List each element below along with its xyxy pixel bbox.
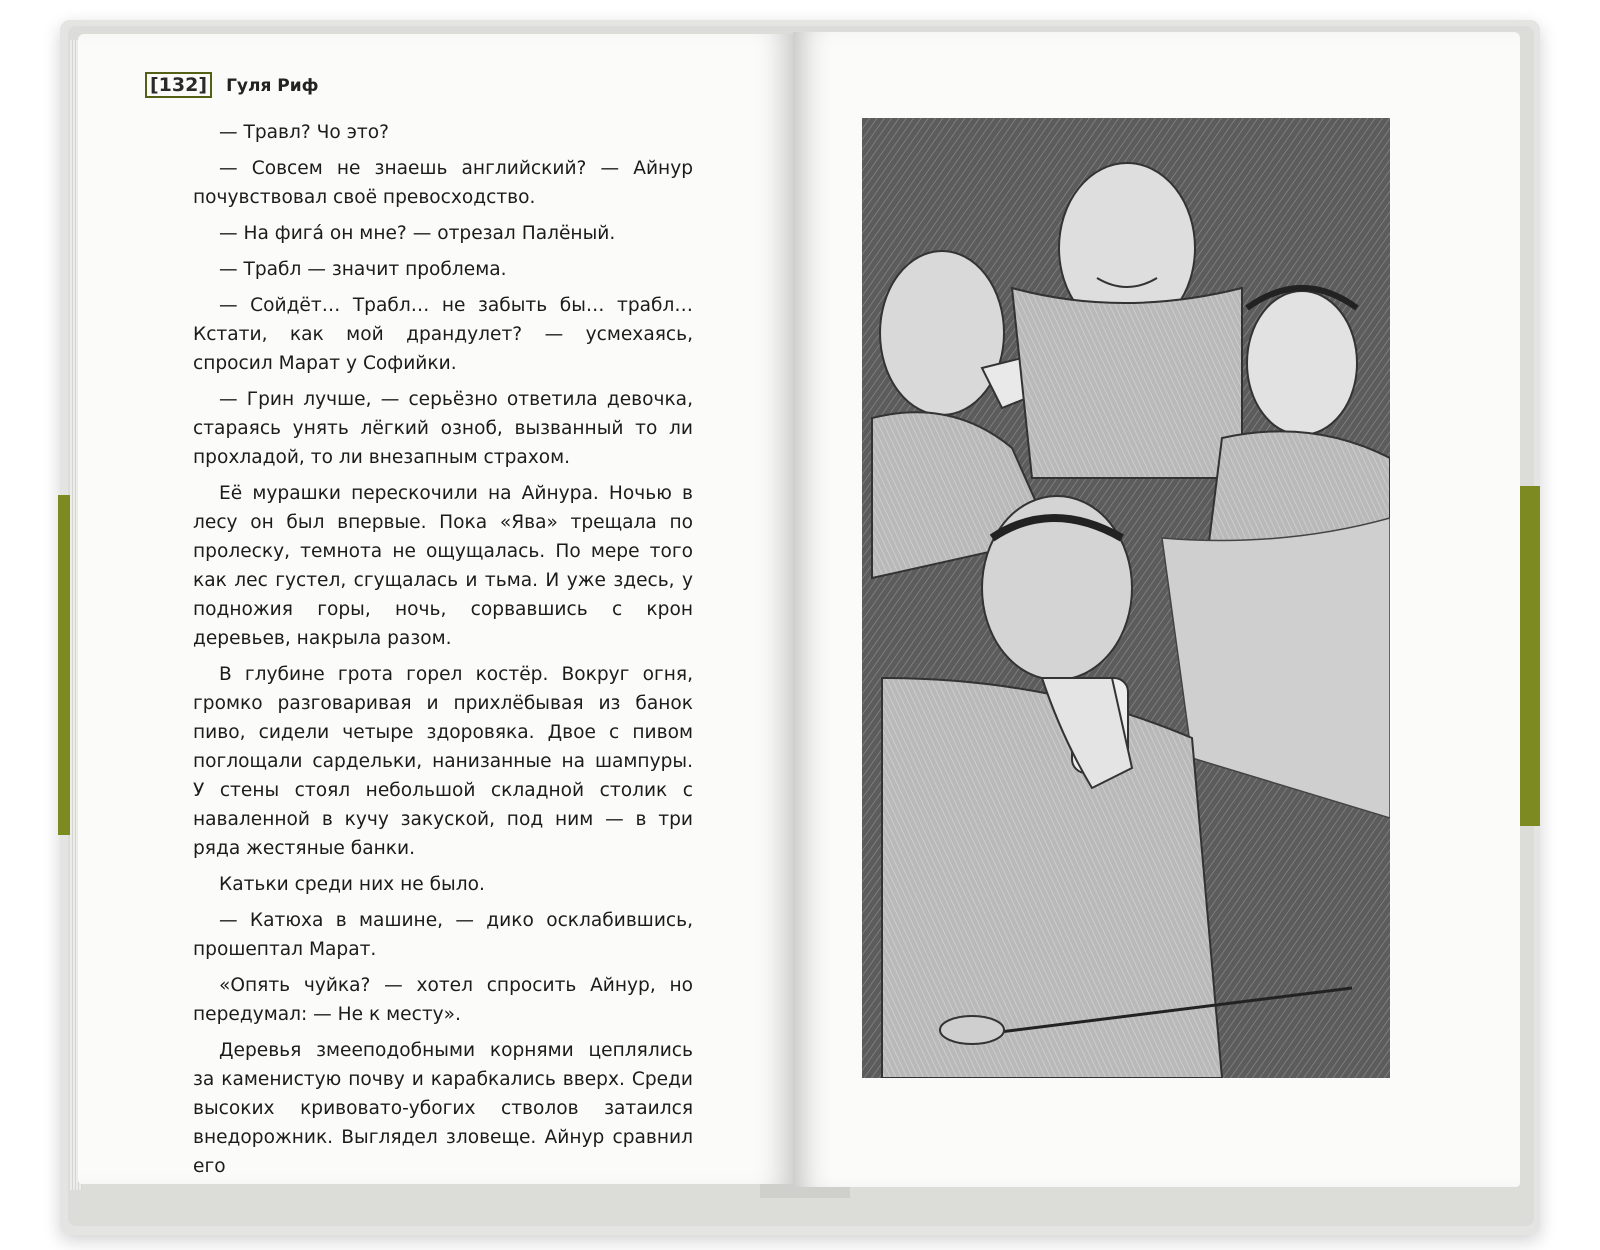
paragraph: — Грин лучше, — серьёзно ответила девочка, стараясь унять лёгкий озноб, вызванный то ли прохладой, то ли внезапным страхом.: [193, 389, 693, 468]
running-header: [145, 74, 319, 96]
paragraph: «Опять чуйка? — хотел спросить Айнур, но передумал: — Не к месту».: [193, 975, 693, 1025]
paragraph: Её мурашки перескочили на Айнура. Ночью в лесу он был впервые. Пока «Ява» трещала по пролеску, темнота не ощущалась. По мере того как лес густел, сгущалась и тьма. И уже здесь, у подножия горы, ночь, сорвавшись с крон деревьев, накрыла разом.: [193, 483, 693, 649]
page-number: [132]: [145, 72, 212, 98]
sketch-drawing: [862, 118, 1390, 1078]
paragraph: — Травл? Чо это?: [219, 122, 389, 143]
body-text: [193, 118, 693, 1188]
pencil-illustration: [862, 118, 1390, 1078]
paragraph: — На фигá он мне? — отрезал Палёный.: [219, 223, 616, 244]
paragraph: — Катюха в машине, — дико осклабившись, прошептал Марат.: [193, 910, 693, 960]
paragraph: — Сойдёт… Трабл… не забыть бы… трабл… Кстати, как мой драндулет? — усмехаясь, спросил Марат у Софийки.: [193, 295, 693, 374]
paragraph: Деревья змееподобными корнями цеплялись за каменистую почву и карабкались вверх. Среди высоких кривовато-убогих стволов затаился внедорожник. Выглядел зловеще. Айнур сравнил его: [193, 1040, 693, 1177]
paragraph: — Трабл — значит проблема.: [219, 259, 507, 280]
paragraph: — Совсем не знаешь английский? — Айнур почувствовал своё превосходство.: [193, 158, 693, 208]
header-author: Гуля Риф: [226, 76, 319, 96]
sausage: [940, 1016, 1004, 1044]
paragraph: В глубине грота горел костёр. Вокруг огня, громко разговаривая и прихлёбывая из банок пиво, сидели четыре здоровяка. Двое с пивом поглощали сардельки, нанизанные на шампуры. У стены стоял небольшой складной столик с наваленной в кучу закуской, под ним — в три ряда жестяные банки.: [193, 664, 693, 859]
paragraph: Катьки среди них не было.: [219, 874, 485, 895]
